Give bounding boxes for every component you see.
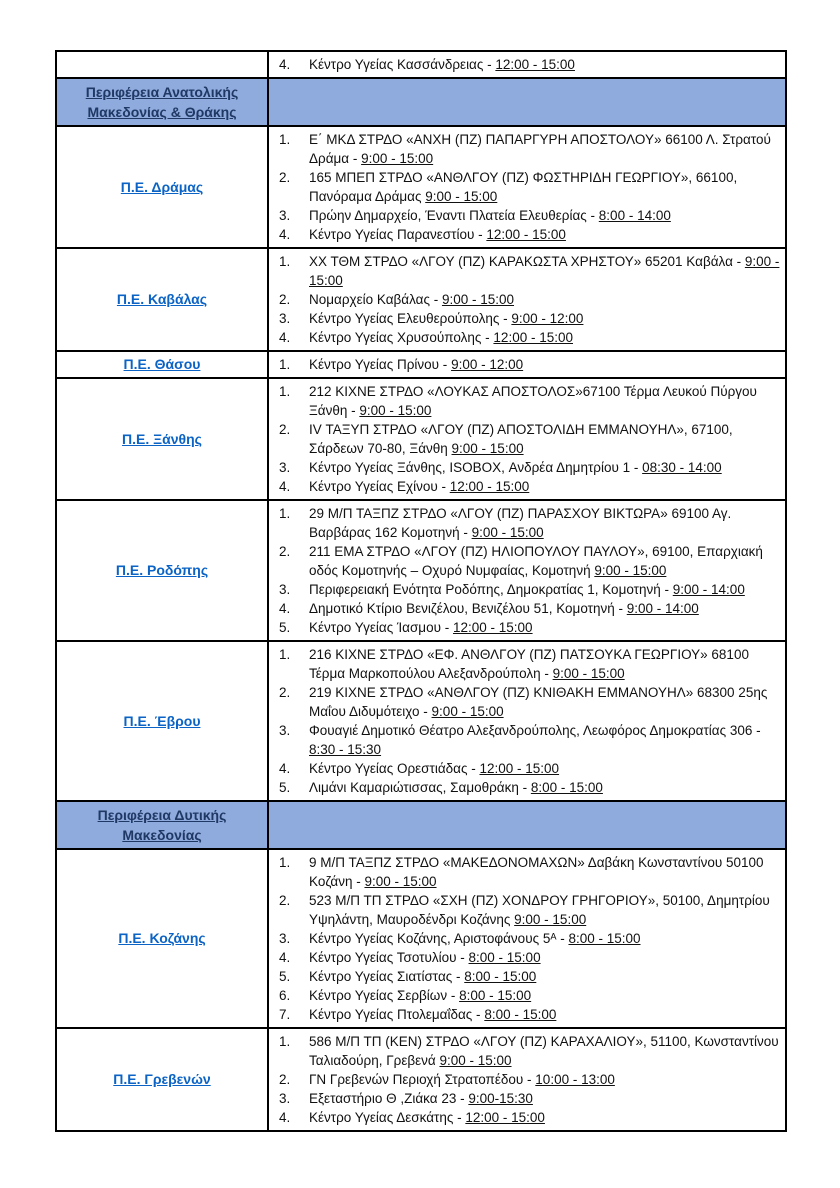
table-row (56, 51, 786, 78)
location-name: 219 ΚΙΧΝΕ ΣΤΡΔΟ «ΑΝΘΛΓΟΥ (ΠΖ) ΚΝΙΘΑΚΗ ΕΜΜΑΝΟΥΗΛ» 68300 25ης Μαΐου Διδυμότειχο - (309, 685, 768, 719)
list-item (279, 1032, 780, 1070)
item-number: 2. (279, 685, 291, 700)
item-text (309, 948, 780, 967)
item-number: 4. (279, 601, 291, 616)
list-item (279, 309, 780, 328)
table-row (56, 1028, 786, 1131)
location-name: Κέντρο Υγείας Πρίνου - (309, 357, 452, 372)
time-range: 9:00 - 15:00 (439, 1053, 512, 1068)
list-item (279, 853, 780, 891)
item-number: 1. (279, 506, 291, 521)
time-range: 10:00 - 13:00 (535, 1072, 615, 1087)
locations-cell (268, 641, 786, 801)
time-range: 9:00 - 15:00 (514, 912, 587, 927)
time-range: 9:00 - 15:00 (552, 666, 625, 681)
time-range: 9:00 - 15:00 (451, 441, 524, 456)
location-name: Κέντρο Υγείας Ορεστιάδας - (309, 761, 480, 776)
donation-locations-table (55, 50, 787, 1132)
location-name: 165 ΜΠΕΠ ΣΤΡΔΟ «ΑΝΘΛΓΟΥ (ΠΖ) ΦΩΣΤΗΡΙΔΗ ΓΕΩΡΓΙΟΥ», 66100, Πανόραμα Δράμας (309, 170, 738, 204)
item-text (309, 986, 780, 1005)
table-body (56, 51, 786, 1131)
list-item (279, 929, 780, 948)
list-item (279, 759, 780, 778)
region-name-link: Π.Ε. Γρεβενών (113, 1071, 211, 1087)
time-range: 8:30 - 15:30 (309, 742, 382, 757)
time-range: 12:00 - 15:00 (465, 1110, 545, 1125)
item-number: 1. (279, 384, 291, 399)
location-name: Κέντρο Υγείας Ίασμου - (309, 620, 453, 635)
item-number: 1. (279, 647, 291, 662)
list-item (279, 778, 780, 797)
item-text (309, 1070, 780, 1089)
table-row (56, 500, 786, 641)
time-range: 9:00-15:30 (468, 1091, 533, 1106)
item-number: 5. (279, 780, 291, 795)
list-item (279, 948, 780, 967)
location-name: Πρώην Δημαρχείο, Έναντι Πλατεία Ελευθερίας - (309, 208, 599, 223)
location-name: Κέντρο Υγείας Ξάνθης, ISOBOX, Ανδρέα Δημητρίου 1 - (309, 460, 643, 475)
location-name: 9 Μ/Π ΤΑΞΠΖ ΣΤΡΔΟ «ΜΑΚΕΔΟΝΟΜΑΧΩΝ» Δαβάκη Κωνσταντίνου 50100 Κοζάνη - (309, 855, 764, 889)
location-name: Ε΄ ΜΚΔ ΣΤΡΔΟ «ΑΝΧΗ (ΠΖ) ΠΑΠΑΡΓΥΡΗ ΑΠΟΣΤΟΛΟΥ» 66100 Λ. Στρατού Δράμα - (309, 132, 771, 166)
location-name: IV ΤΑΞΥΠ ΣΤΡΔΟ «ΛΓΟΥ (ΠΖ) ΑΠΟΣΤΟΛΙΔΗ ΕΜΜΑΝΟΥΗΛ», 67100, Σάρδεων 70-80, Ξάνθη (309, 422, 733, 456)
list-item (279, 504, 780, 542)
time-range: 12:00 - 15:00 (493, 330, 573, 345)
location-name: Εξεταστήριο Θ ,Ζιάκα 23 - (309, 1091, 469, 1106)
location-name: Περιφερειακή Ενότητα Ροδόπης, Δημοκρατίας 1, Κομοτηνή - (309, 582, 673, 597)
time-range: 12:00 - 15:00 (449, 479, 530, 494)
item-number: 2. (279, 544, 291, 559)
item-number: 6. (279, 988, 291, 1003)
item-text (309, 206, 780, 225)
location-name: Κέντρο Υγείας Σιατίστας - (309, 969, 465, 984)
region-name-link: Π.Ε. Θάσου (123, 356, 201, 372)
item-text (309, 618, 780, 637)
locations-cell (268, 248, 786, 351)
region-group-header-cell (56, 78, 268, 126)
item-number: 3. (279, 460, 291, 475)
time-range: 9:00 - 12:00 (451, 357, 524, 372)
item-text (309, 328, 780, 347)
location-name: 523 Μ/Π ΤΠ ΣΤΡΔΟ «ΣΧΗ (ΠΖ) ΧΟΝΔΡΟΥ ΓΡΗΓΟΡΙΟΥ», 50100, Δημητρίου Υψηλάντη, Μαυροδένδρι Κοζάνης (309, 893, 770, 927)
location-name: Φουαγιέ Δημοτικό Θέατρο Αλεξανδρούπολης, Λεωφόρος Δημοκρατίας 306 - (309, 723, 761, 738)
time-range: 9:00 - 14:00 (672, 582, 745, 597)
item-number: 4. (279, 479, 291, 494)
item-number: 1. (279, 1034, 291, 1049)
location-name: 212 ΚΙΧΝΕ ΣΤΡΔΟ «ΛΟΥΚΑΣ ΑΠΟΣΤΟΛΟΣ»67100 Τέρμα Λευκού Πύργου Ξάνθη - (309, 384, 757, 418)
item-number: 2. (279, 422, 291, 437)
item-text (309, 382, 780, 420)
region-group-header-label: Περιφέρεια Δυτικής Μακεδονίας (97, 807, 227, 843)
list-item (279, 618, 780, 637)
list-item (279, 645, 780, 683)
list-item (279, 225, 780, 244)
location-name: Λιμάνι Καμαριώτισσας, Σαμοθράκη - (309, 780, 531, 795)
location-name: Κέντρο Υγείας Χρυσούπολης - (309, 330, 494, 345)
region-cell (56, 351, 268, 378)
item-text (309, 504, 780, 542)
item-text (309, 55, 780, 74)
item-number: 1. (279, 357, 291, 372)
list-item (279, 1089, 780, 1108)
item-number: 1. (279, 855, 291, 870)
region-group-header-row (56, 801, 786, 849)
item-text (309, 309, 780, 328)
item-number: 4. (279, 227, 291, 242)
region-cell (56, 641, 268, 801)
item-number: 4. (279, 950, 291, 965)
list-item (279, 290, 780, 309)
list-item (279, 55, 780, 74)
time-range: 9:00 - 15:00 (431, 704, 504, 719)
locations-cell (268, 500, 786, 641)
list-item (279, 458, 780, 477)
item-text (309, 929, 780, 948)
item-number: 1. (279, 132, 291, 147)
item-number: 3. (279, 1091, 291, 1106)
region-name-link: Π.Ε. Δράμας (120, 178, 204, 195)
region-name-link: Π.Ε. Καβάλας (116, 291, 208, 307)
list-item (279, 1005, 780, 1024)
time-range: 8:00 - 15:00 (530, 780, 603, 795)
time-range: 9:00 - 15:00 (471, 525, 544, 540)
list-item (279, 382, 780, 420)
location-name: Κέντρο Υγείας Ελευθερούπολης - (309, 311, 512, 326)
table-row (56, 641, 786, 801)
list-item (279, 328, 780, 347)
location-name: Κέντρο Υγείας Κοζάνης, Αριστοφάνους 5ᴬ - (309, 931, 569, 946)
item-number: 3. (279, 208, 291, 223)
item-number: 2. (279, 170, 291, 185)
time-range: 12:00 - 15:00 (495, 57, 575, 72)
time-range: 9:00 - 15:00 (364, 874, 437, 889)
list-item (279, 168, 780, 206)
list-item (279, 891, 780, 929)
region-name-link: Π.Ε. Κοζάνης (118, 930, 206, 946)
list-item (279, 721, 780, 759)
item-text (309, 168, 780, 206)
location-name: Δημοτικό Κτίριο Βενιζέλου, Βενιζέλου 51, Κομοτηνή - (309, 601, 627, 616)
time-range: 9:00 - 12:00 (511, 311, 584, 326)
item-number: 5. (279, 969, 291, 984)
location-name: Κέντρο Υγείας Τσοτυλίου - (309, 950, 469, 965)
region-group-header-row (56, 78, 786, 126)
item-text (309, 580, 780, 599)
list-item (279, 580, 780, 599)
item-text (309, 645, 780, 683)
item-text (309, 683, 780, 721)
item-text (309, 252, 780, 290)
locations-cell (268, 378, 786, 500)
item-text (309, 891, 780, 929)
locations-cell (268, 849, 786, 1028)
location-name: 211 ΕΜΑ ΣΤΡΔΟ «ΛΓΟΥ (ΠΖ) ΗΛΙΟΠΟΥΛΟΥ ΠΑΥΛΟΥ», 69100, Επαρχιακή οδός Κομοτηνής – Οχυρό Νυμφαίας, Κομοτηνή (309, 544, 763, 578)
time-range: 9:00 - 15:00 (594, 563, 667, 578)
region-cell (56, 51, 268, 78)
location-name: Κέντρο Υγείας Κασσάνδρειας - (309, 57, 496, 72)
item-number: 7. (279, 1007, 291, 1022)
list-item (279, 130, 780, 168)
item-number: 4. (279, 1110, 291, 1125)
item-text (309, 1089, 780, 1108)
table-row (56, 351, 786, 378)
location-name: 29 Μ/Π ΤΑΞΠΖ ΣΤΡΔΟ «ΛΓΟΥ (ΠΖ) ΠΑΡΑΣΧΟΥ ΒΙΚΤΩΡΑ» 69100 Αγ. Βαρβάρας 162 Κομοτηνή - (309, 506, 732, 540)
time-range: 9:00 - 15:00 (441, 292, 515, 307)
time-range: 8:00 - 15:00 (568, 931, 641, 946)
item-number: 3. (279, 723, 291, 738)
item-text (309, 1005, 780, 1024)
location-name: 586 Μ/Π ΤΠ (ΚΕΝ) ΣΤΡΔΟ «ΛΓΟΥ (ΠΖ) ΚΑΡΑΧΑΛΙΟΥ», 51100, Κωνσταντίνου Ταλιαδούρη, Γρεβενά (309, 1034, 779, 1068)
list-item (279, 252, 780, 290)
region-cell (56, 126, 268, 248)
region-cell (56, 1028, 268, 1131)
region-name-link: Π.Ε. Ξάνθης (122, 430, 202, 447)
region-group-header-label: Περιφέρεια Ανατολικής Μακεδονίας & Θράκης (85, 84, 239, 120)
location-name: Κέντρο Υγείας Δεσκάτης - (309, 1110, 466, 1125)
location-name: Κέντρο Υγείας Σερβίων - (309, 988, 460, 1003)
list-item (279, 683, 780, 721)
time-range: 8:00 - 15:00 (484, 1007, 557, 1022)
item-text (309, 778, 780, 797)
list-item (279, 967, 780, 986)
time-range: 9:00 - 15:00 (361, 151, 434, 166)
time-range: 12:00 - 15:00 (452, 620, 533, 635)
location-name: Κέντρο Υγείας Εχίνου - (309, 479, 450, 494)
item-text (309, 599, 780, 618)
item-text (309, 853, 780, 891)
item-number: 3. (279, 931, 291, 946)
time-range: 12:00 - 15:00 (479, 761, 560, 776)
item-text (309, 1032, 780, 1070)
time-range: 8:00 - 14:00 (598, 208, 671, 223)
region-name-link: Π.Ε. Έβρου (123, 712, 201, 729)
time-range: 9:00 - 14:00 (626, 601, 699, 616)
locations-cell (268, 1028, 786, 1131)
time-range: 12:00 - 15:00 (486, 227, 566, 242)
item-text (309, 477, 780, 496)
region-cell (56, 378, 268, 500)
region-group-header-filler-cell (268, 78, 786, 126)
region-name-link: Π.Ε. Ροδόπης (115, 562, 209, 578)
time-range: 9:00 - 15:00 (359, 403, 432, 418)
region-group-header-cell (56, 801, 268, 849)
location-name: 216 ΚΙΧΝΕ ΣΤΡΔΟ «ΕΦ. ΑΝΘΛΓΟΥ (ΠΖ) ΠΑΤΣΟΥΚΑ ΓΕΩΡΓΙΟΥ» 68100 Τέρμα Μαρκοπούλου Αλεξανδρούπολη - (309, 647, 749, 681)
item-text (309, 355, 780, 374)
item-text (309, 225, 780, 244)
item-number: 3. (279, 582, 291, 597)
item-number: 1. (279, 254, 291, 269)
location-name: Νομαρχείο Καβάλας - (309, 292, 442, 307)
item-text (309, 420, 780, 458)
item-text (309, 290, 780, 309)
item-text (309, 542, 780, 580)
list-item (279, 477, 780, 496)
item-number: 4. (279, 761, 291, 776)
table-row (56, 378, 786, 500)
table-row (56, 126, 786, 248)
time-range: 8:00 - 15:00 (459, 988, 532, 1003)
time-range: 08:30 - 14:00 (642, 460, 722, 475)
table-row (56, 849, 786, 1028)
list-item (279, 599, 780, 618)
list-item (279, 1108, 780, 1127)
item-number: 3. (279, 311, 291, 326)
item-number: 2. (279, 292, 291, 307)
time-range: 8:00 - 15:00 (464, 969, 537, 984)
list-item (279, 1070, 780, 1089)
item-text (309, 967, 780, 986)
list-item (279, 420, 780, 458)
list-item (279, 542, 780, 580)
region-cell (56, 849, 268, 1028)
time-range: 9:00 - 15:00 (309, 254, 780, 288)
region-cell (56, 248, 268, 351)
time-range: 9:00 - 15:00 (425, 189, 498, 204)
item-text (309, 458, 780, 477)
time-range: 8:00 - 15:00 (468, 950, 541, 965)
item-number: 4. (279, 57, 291, 72)
location-name: Κέντρο Υγείας Παρανεστίου - (309, 227, 487, 242)
list-item (279, 986, 780, 1005)
table-row (56, 248, 786, 351)
locations-cell (268, 351, 786, 378)
item-text (309, 130, 780, 168)
list-item (279, 206, 780, 225)
region-cell (56, 500, 268, 641)
location-name: Κέντρο Υγείας Πτολεμαΐδας - (309, 1007, 485, 1022)
locations-cell (268, 126, 786, 248)
item-number: 4. (279, 330, 291, 345)
item-text (309, 1108, 780, 1127)
location-name: ΓΝ Γρεβενών Περιοχή Στρατοπέδου - (309, 1072, 536, 1087)
item-number: 2. (279, 893, 291, 908)
item-text (309, 721, 780, 759)
item-number: 5. (279, 620, 291, 635)
item-text (309, 759, 780, 778)
region-group-header-filler-cell (268, 801, 786, 849)
list-item (279, 355, 780, 374)
locations-cell (268, 51, 786, 78)
item-number: 2. (279, 1072, 291, 1087)
location-name: ΧΧ ΤΘΜ ΣΤΡΔΟ «ΛΓΟΥ (ΠΖ) ΚΑΡΑΚΩΣΤΑ ΧΡΗΣΤΟΥ» 65201 Καβάλα - (309, 254, 745, 269)
